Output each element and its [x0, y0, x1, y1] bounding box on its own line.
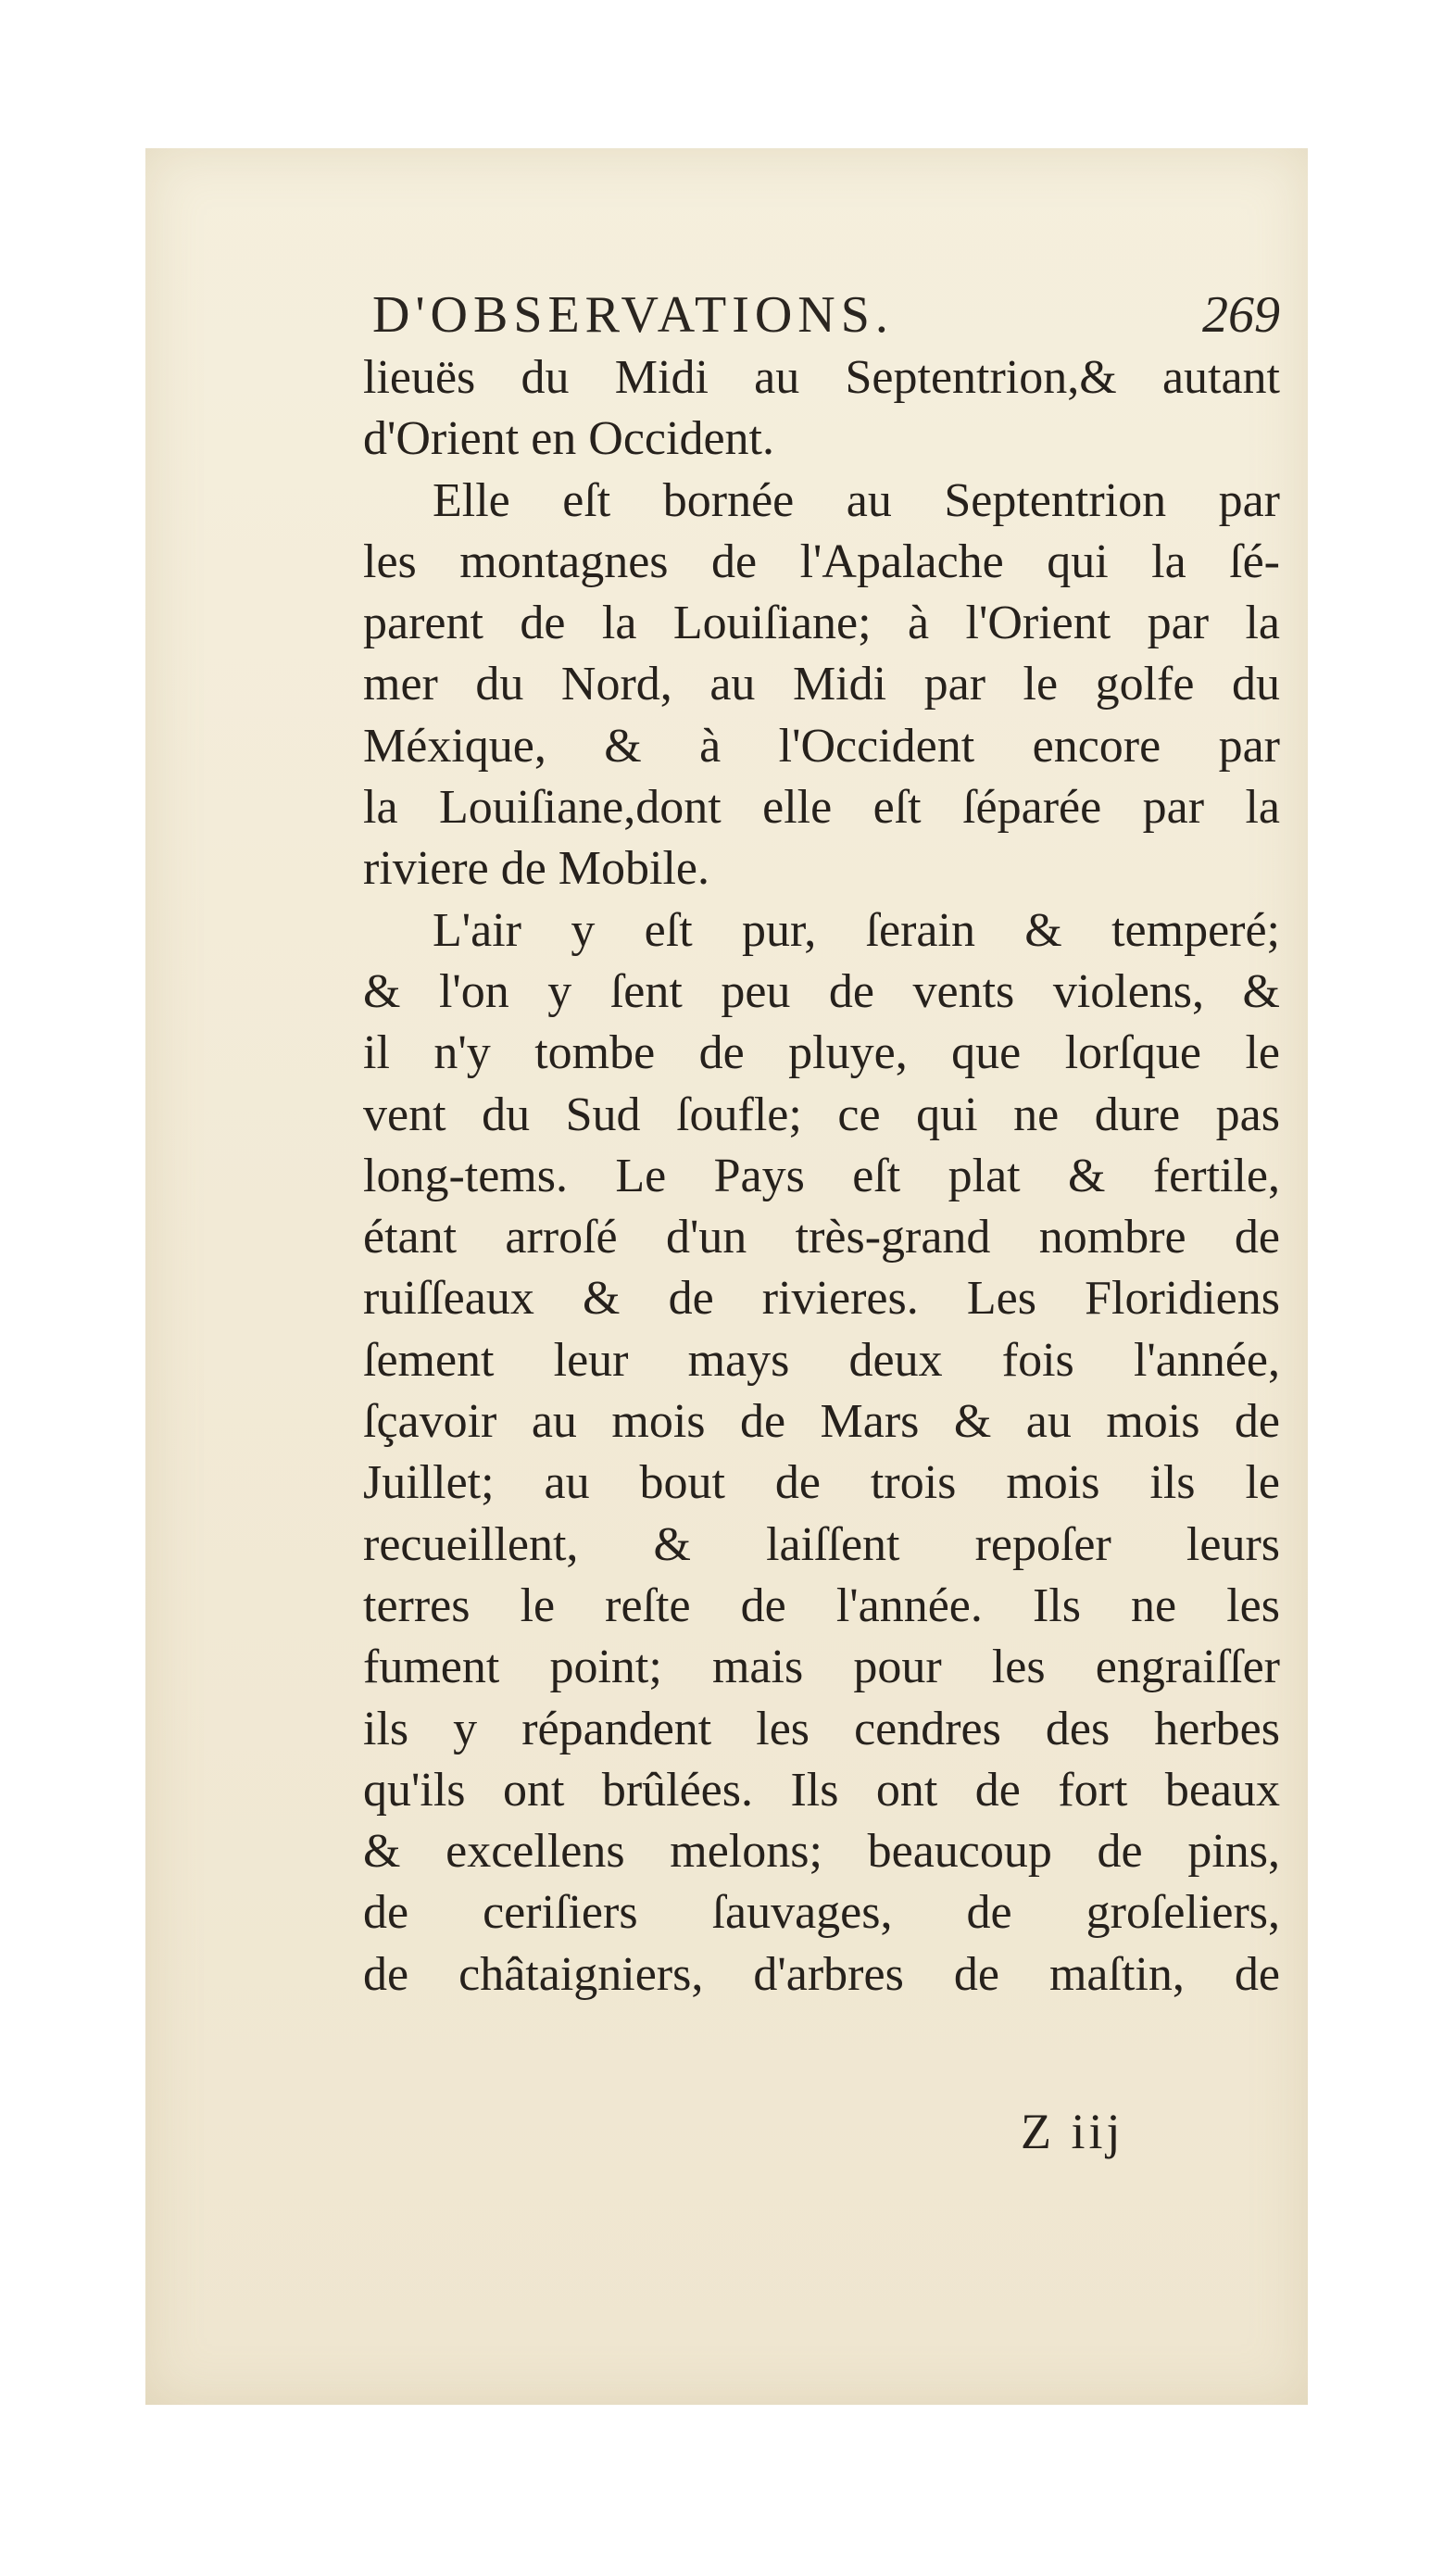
text-line: lieuës du Midi au Septentrion,& autant — [363, 351, 1280, 404]
text-line: ils y répandent les cendres des herbes — [363, 1702, 1280, 1755]
signature-mark: Z iij — [1021, 2104, 1124, 2159]
book-page — [145, 148, 1308, 2405]
text-line: terres le reſte de l'année. Ils ne les — [363, 1578, 1280, 1632]
text-line: qu'ils ont brûlées. Ils ont de fort beaux — [363, 1763, 1280, 1817]
text-line: L'air y eſt pur, ſerain & temperé; — [433, 903, 1280, 957]
text-line: vent du Sud ſoufle; ce qui ne dure pas — [363, 1088, 1280, 1141]
text-line: fument point; mais pour les engraiſſer — [363, 1641, 1280, 1694]
text-line: Elle eſt bornée au Septentrion par — [433, 473, 1280, 527]
text-line: étant arroſé d'un très-grand nombre de — [363, 1211, 1280, 1264]
text-line: riviere de Mobile. — [363, 842, 709, 896]
text-line: long-tems. Le Pays eſt plat & fertile, — [363, 1149, 1280, 1202]
text-line: il n'y tombe de pluye, que lorſque le — [363, 1026, 1280, 1080]
text-line: Juillet; au bout de trois mois ils le — [363, 1456, 1280, 1510]
text-line: Méxique, & à l'Occident encore par — [363, 719, 1280, 773]
text-line: ſçavoir au mois de Mars & au mois de — [363, 1395, 1280, 1449]
text-line: la Louiſiane,dont elle eſt ſéparée par la — [363, 781, 1280, 835]
text-line: mer du Nord, au Midi par le golfe du — [363, 658, 1280, 711]
text-line: & l'on y ſent peu de vents violens, & — [363, 964, 1280, 1018]
text-line: recueillent, & laiſſent repoſer leurs — [363, 1517, 1280, 1571]
text-line: de châtaigniers, d'arbres de maſtin, de — [363, 1947, 1280, 2001]
text-line: les montagnes de l'Apalache qui la ſé- — [363, 534, 1280, 588]
text-line: de ceriſiers ſauvages, de groſeliers, — [363, 1886, 1280, 1940]
text-line: parent de la Louiſiane; à l'Orient par la — [363, 597, 1280, 650]
text-line: ruiſſeaux & de rivieres. Les Floridiens — [363, 1272, 1280, 1326]
text-line: & excellens melons; beaucoup de pins, — [363, 1825, 1280, 1879]
page-header — [372, 278, 1280, 352]
page-number: 269 — [1202, 286, 1280, 344]
text-line: d'Orient en Occident. — [363, 412, 774, 466]
running-title: D'OBSERVATIONS. — [372, 286, 894, 344]
body-text — [363, 347, 1280, 2006]
text-line: ſement leur mays deux fois l'année, — [363, 1333, 1280, 1387]
